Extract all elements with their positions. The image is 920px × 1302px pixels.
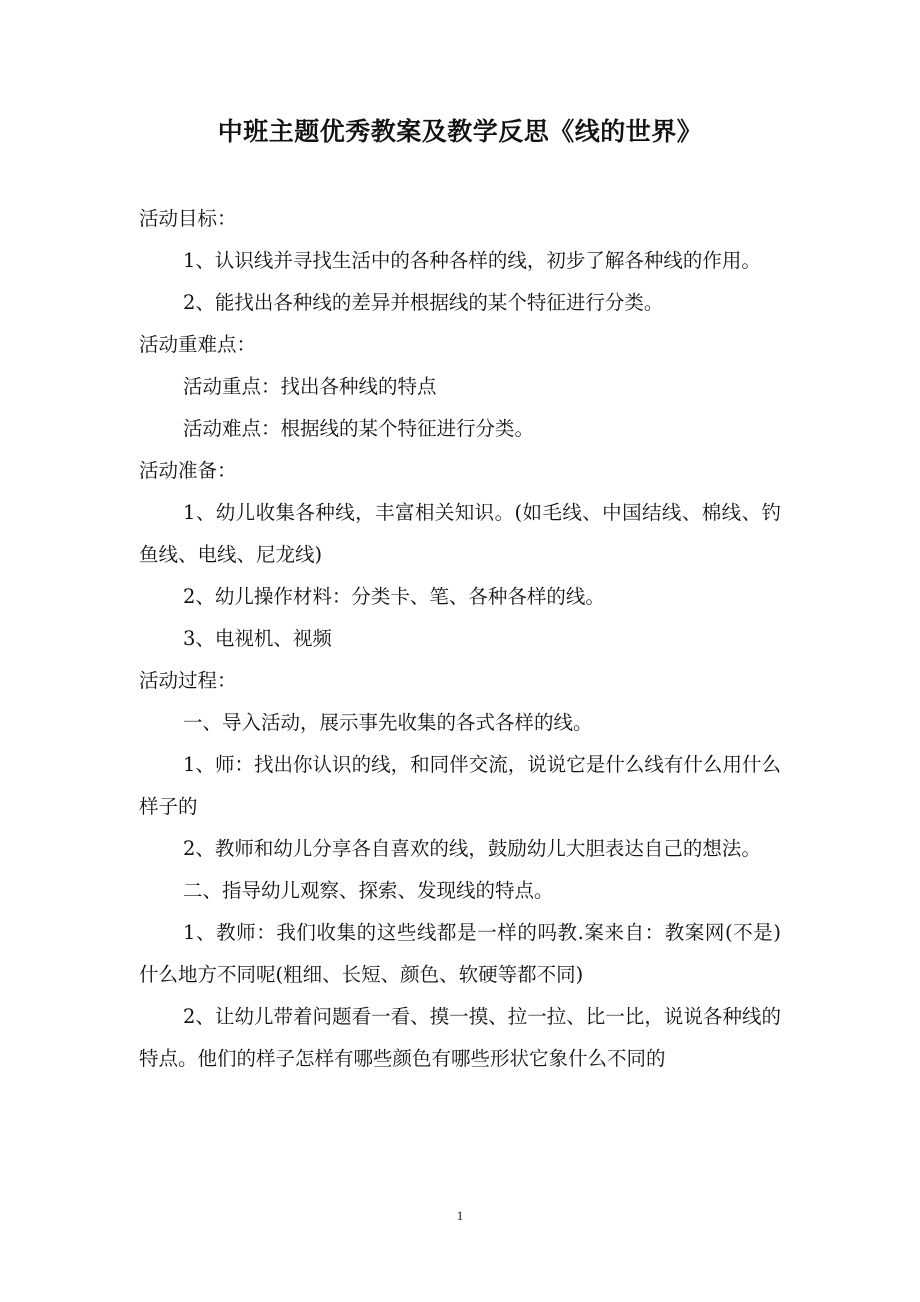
paragraph-objective-1: 1、认识线并寻找生活中的各种各样的线，初步了解各种线的作用。 <box>183 249 761 272</box>
paragraph-preparation-2: 2、幼儿操作材料：分类卡、笔、各种各样的线。 <box>183 585 605 608</box>
paragraph-preparation-3: 3、电视机、视频 <box>183 627 332 650</box>
paragraph-objectives-heading: 活动目标： <box>139 207 237 230</box>
paragraph-key-point: 活动重点：找出各种线的特点 <box>183 375 437 398</box>
paragraph-process-step-2-1: 1、教师：我们收集的这些线都是一样的吗教.案来自：教案网(不是)什么地方不同呢(粗细、长短、颜色、软硬等都不同) <box>139 921 781 986</box>
paragraph-key-points-heading: 活动重难点： <box>139 333 257 356</box>
paragraph-process-step-1-1: 1、师：找出你认识的线，和同伴交流，说说它是什么线有什么用什么样子的 <box>139 753 781 818</box>
paragraph-process-step-1: 一、导入活动，展示事先收集的各式各样的线。 <box>183 711 593 734</box>
paragraph-process-step-2-2: 2、让幼儿带着问题看一看、摸一摸、拉一拉、比一比，说说各种线的特点。他们的样子怎样有哪些颜色有哪些形状它象什么不同的 <box>139 1005 781 1070</box>
paragraph-process-heading: 活动过程： <box>139 669 237 692</box>
page-number: 1 <box>456 1208 464 1223</box>
paragraph-preparation-heading: 活动准备： <box>139 459 237 482</box>
paragraph-preparation-1: 1、幼儿收集各种线，丰富相关知识。(如毛线、中国结线、棉线、钓鱼线、电线、尼龙线) <box>139 501 781 566</box>
paragraph-difficulty: 活动难点：根据线的某个特征进行分类。 <box>183 417 535 440</box>
paragraph-process-step-2: 二、指导幼儿观察、探索、发现线的特点。 <box>183 879 554 902</box>
document-body <box>139 198 781 1080</box>
document-title: 中班主题优秀教案及教学反思《线的世界》 <box>217 117 703 146</box>
paragraph-objective-2: 2、能找出各种线的差异并根据线的某个特征进行分类。 <box>183 291 664 314</box>
paragraph-process-step-1-2: 2、教师和幼儿分享各自喜欢的线，鼓励幼儿大胆表达自己的想法。 <box>183 837 761 860</box>
